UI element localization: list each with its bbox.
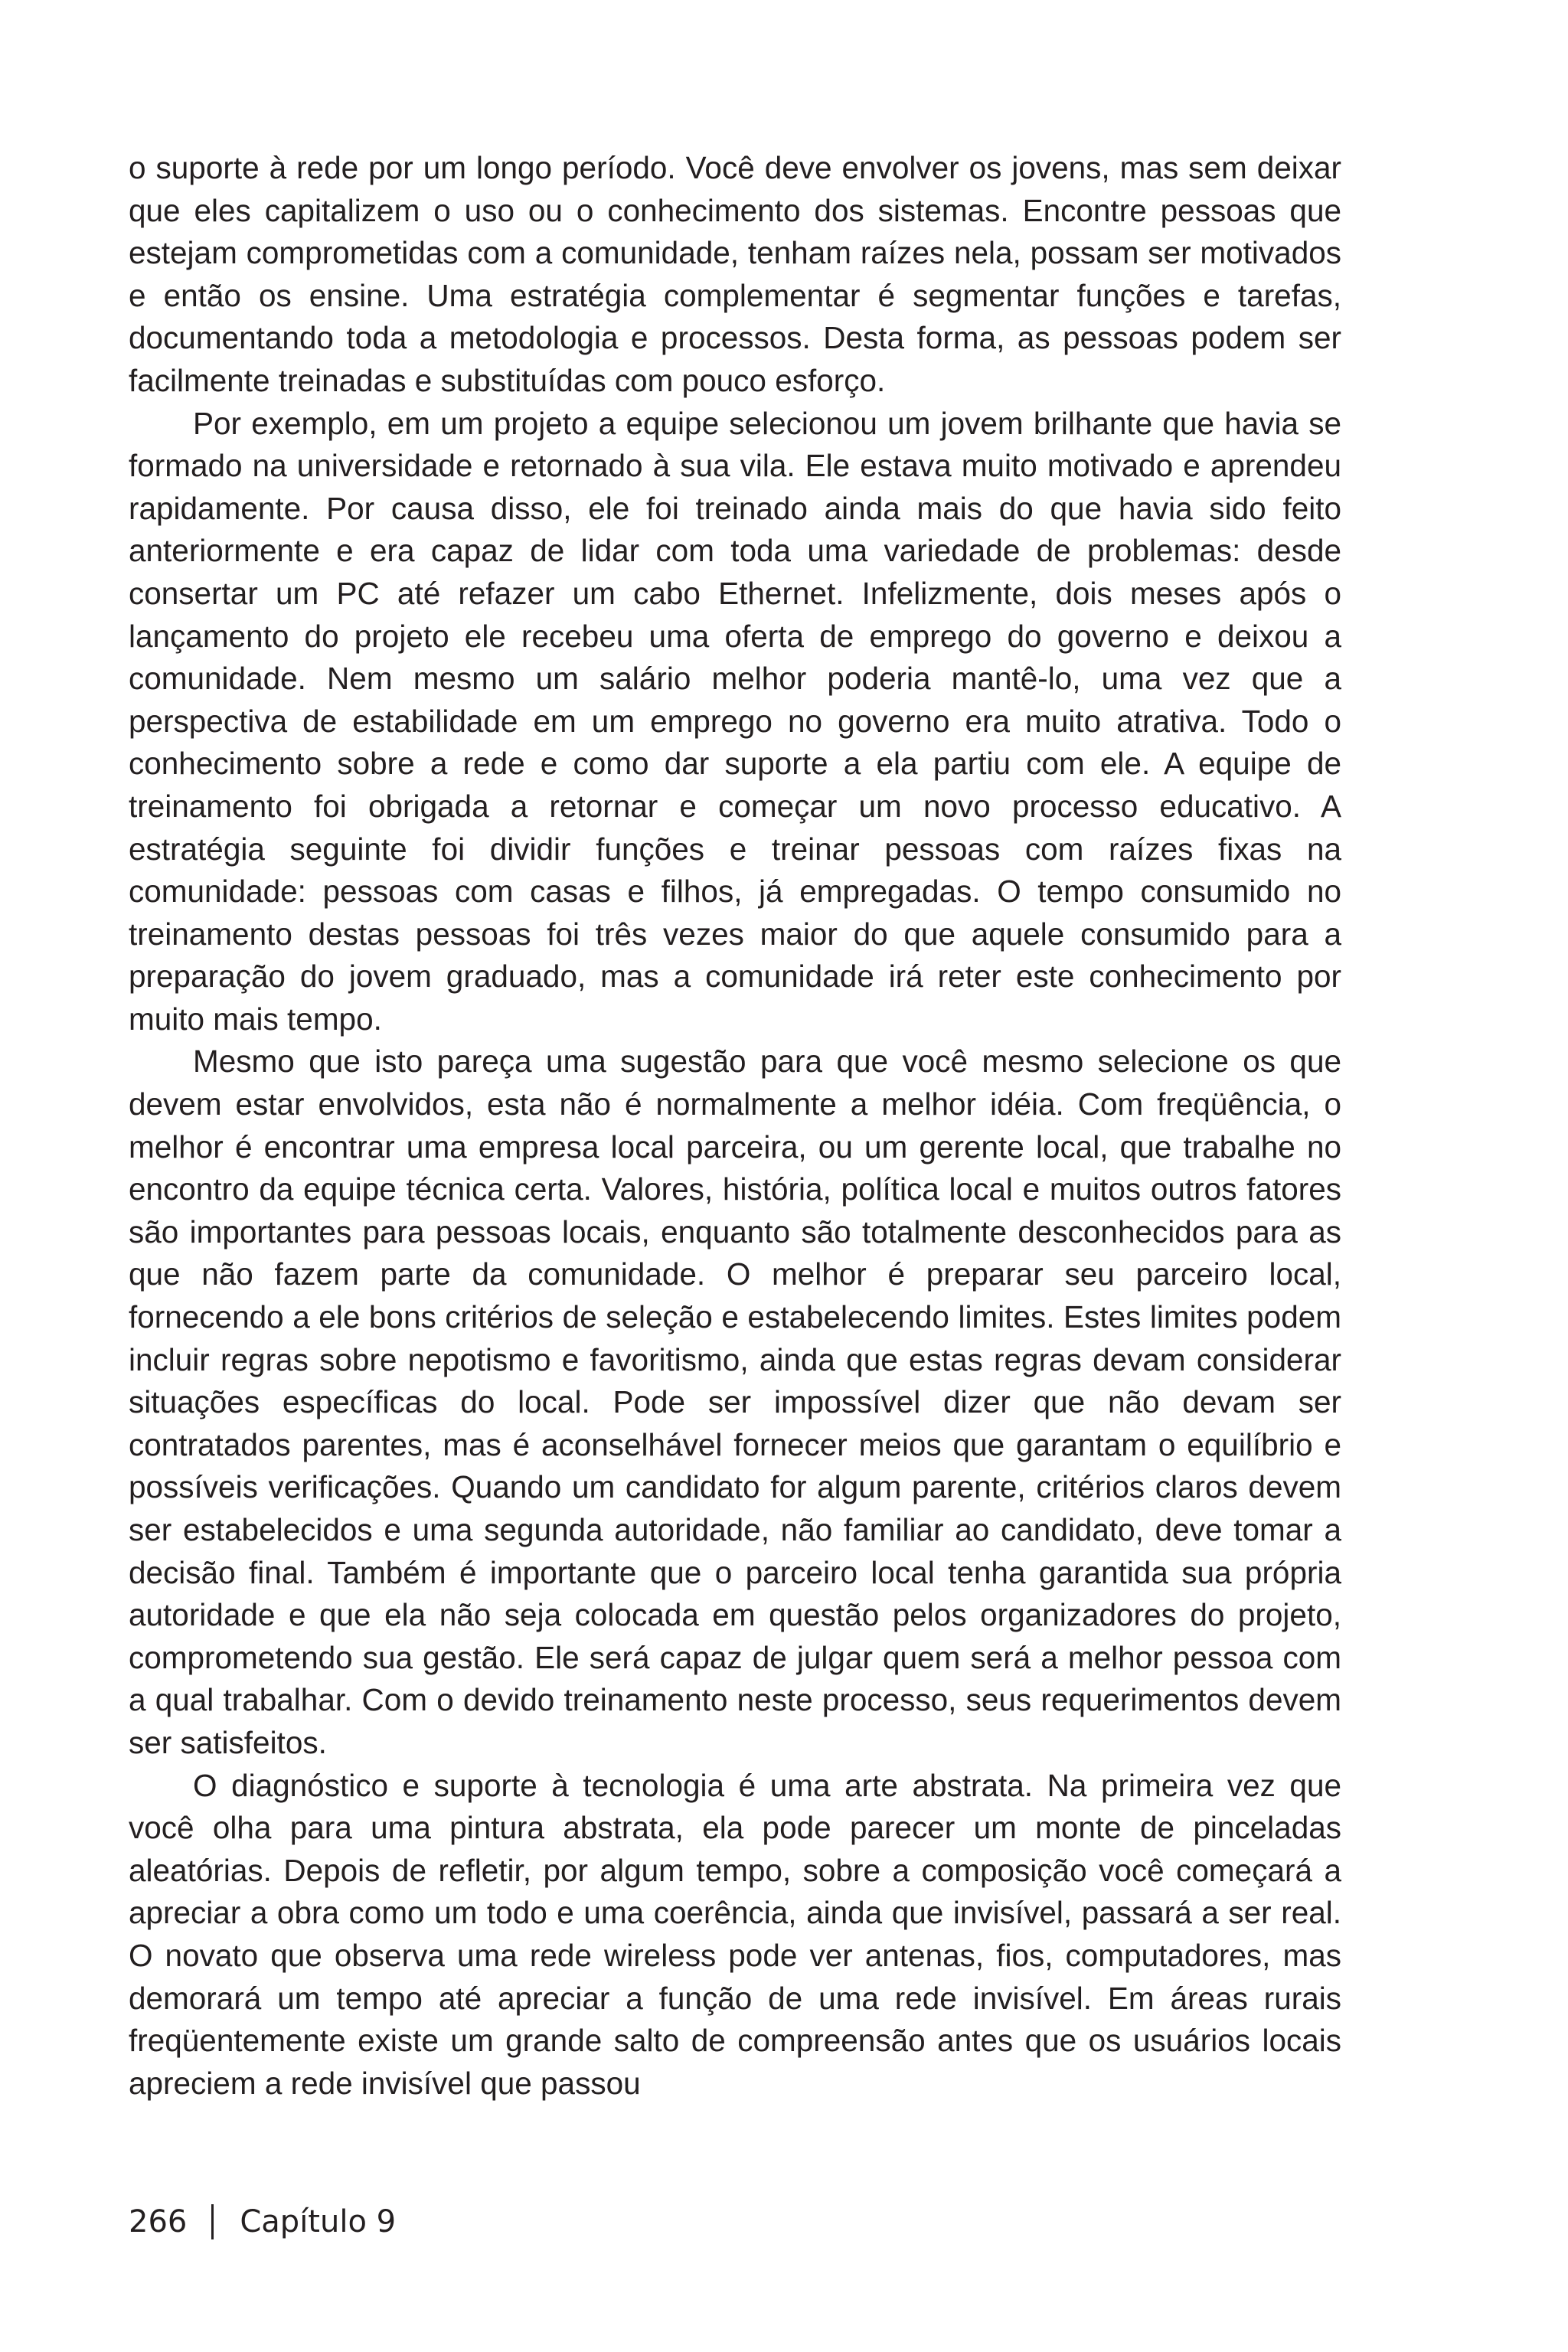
page-number: 266 [129, 2204, 188, 2239]
footer-separator [211, 2204, 214, 2239]
paragraph-4: O diagnóstico e suporte à tecnologia é uma arte abstrata. Na primeira vez que você olha para uma pintura abstrata, ela pode parecer um monte de pinceladas aleatórias. Depois de refletir, por algum tempo, sobre a composição você começará a apreciar a obra como um todo e uma coerência, ainda que invisível, passará a ser real. O novato que observa uma rede wireless pode ver antenas, fios, computadores, mas demorará um tempo até apreciar a função de uma rede invisível. Em áreas rurais freqüentemente existe um grande salto de compreensão antes que os usuários locais apreciem a rede invisível que passou [129, 1767, 1341, 2101]
paragraph-3: Mesmo que isto pareça uma sugestão para que você mesmo selecione os que devem estar envolvidos, esta não é normalmente a melhor idéia. Com freqüência, o melhor é encontrar uma empresa local parceira, ou um gerente local, que trabalhe no encontro da equipe técnica certa. Valores, história, política local e muitos outros fatores são importantes para pessoas locais, enquanto são totalmente desconhecidos para as que não fazem parte da comunidade. O melhor é preparar seu parceiro local, fornecendo a ele bons critérios de seleção e estabelecendo limites. Estes limites podem incluir regras sobre nepotismo e favoritismo, ainda que estas regras devam considerar situações específicas do local. Pode ser impossível dizer que não devam ser contratados parentes, mas é aconselhável fornecer meios que garantam o equilíbrio e possíveis verificações. Quando um candidato for algum parente, critérios claros devem ser estabelecidos e uma segunda autoridade, não familiar ao candidato, deve tomar a decisão final. Também é importante que o parceiro local tenha garantida sua própria autoridade e que ela não seja colocada em questão pelos organizadores do projeto, comprometendo sua gestão. Ele será capaz de julgar quem será a melhor pessoa com a qual trabalhar. Com o devido treinamento neste processo, seus requerimentos devem ser satisfeitos. [129, 1044, 1341, 1760]
chapter-label: Capítulo 9 [240, 2204, 397, 2239]
page-footer [129, 2199, 396, 2245]
paragraph-1: o suporte à rede por um longo período. Você deve envolver os jovens, mas sem deixar que eles capitalizem o uso ou o conhecimento dos sistemas. Encontre pessoas que estejam comprometidas com a comunidade, tenham raízes nela, possam ser motivados e então os ensine. Uma estratégia complementar é segmentar funções e tarefas, documentando toda a metodologia e processos. Desta forma, as pessoas podem ser facilmente treinadas e substituídas com pouco esforço. [129, 150, 1341, 398]
body-text [129, 147, 1341, 2105]
paragraph-2: Por exemplo, em um projeto a equipe selecionou um jovem brilhante que havia se formado na universidade e retornado à sua vila. Ele estava muito motivado e aprendeu rapidamente. Por causa disso, ele foi treinado ainda mais do que havia sido feito anteriormente e era capaz de lidar com toda uma variedade de problemas: desde consertar um PC até refazer um cabo Ethernet. Infelizmente, dois meses após o lançamento do projeto ele recebeu uma oferta de emprego do governo e deixou a comunidade. Nem mesmo um salário melhor poderia mantê-lo, uma vez que a perspectiva de estabilidade em um emprego no governo era muito atrativa. Todo o conhecimento sobre a rede e como dar suporte a ela partiu com ele. A equipe de treinamento foi obrigada a retornar e começar um novo processo educativo. A estratégia seguinte foi dividir funções e treinar pessoas com raízes fixas na comunidade: pessoas com casas e filhos, já empregadas. O tempo consumido no treinamento destas pessoas foi três vezes maior do que aquele consumido para a preparação do jovem graduado, mas a comunidade irá reter este conhecimento por muito mais tempo. [129, 405, 1341, 1037]
